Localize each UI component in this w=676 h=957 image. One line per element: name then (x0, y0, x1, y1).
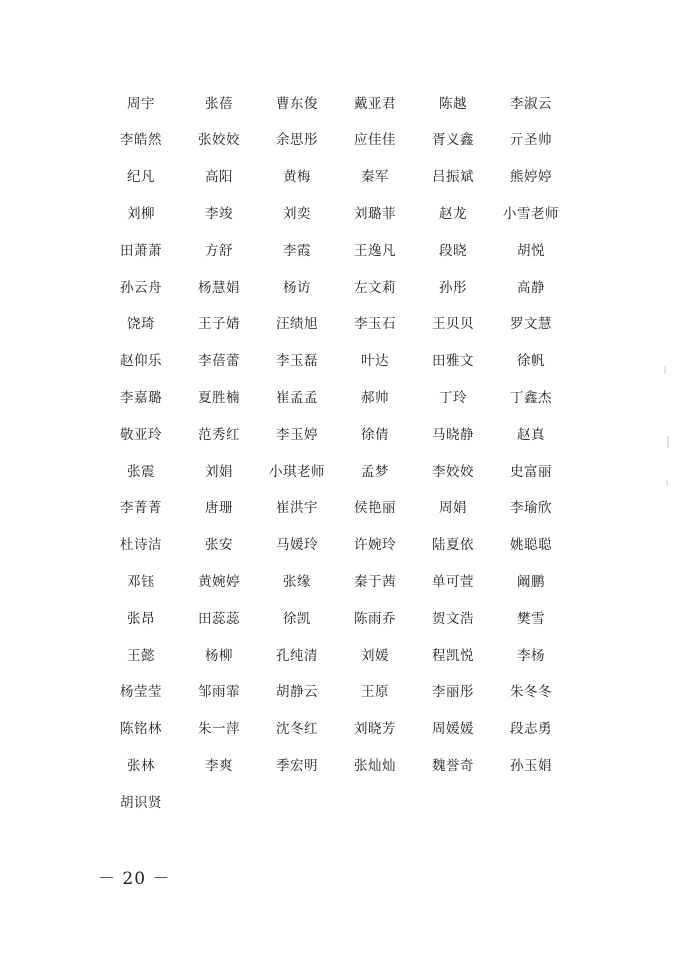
name-entry: 姚聪聪 (510, 537, 552, 554)
name-entry: 徐帆 (517, 353, 545, 370)
name-entry: 张姣姣 (198, 132, 240, 149)
name-entry: 季宏明 (276, 757, 318, 774)
name-entry: 阚鹏 (517, 574, 545, 590)
scan-artifact (666, 480, 668, 486)
name-entry: 周娟 (439, 500, 467, 517)
name-entry: 戴亚君 (354, 95, 396, 112)
name-entry: 张震 (127, 463, 155, 480)
name-entry: 丁鑫杰 (510, 390, 552, 407)
name-entry: 张昂 (127, 610, 155, 627)
name-entry: 刘璐菲 (354, 206, 396, 223)
name-entry: 单可萱 (432, 574, 474, 590)
name-entry: 许婉玲 (354, 537, 396, 554)
name-entry: 亓圣帅 (510, 132, 552, 149)
name-entry: 马晓静 (432, 426, 474, 443)
name-entry: 小琪老师 (269, 463, 325, 480)
name-entry: 崔孟孟 (276, 390, 318, 407)
name-entry: 黄梅 (283, 169, 311, 186)
name-entry: 李爽 (205, 757, 233, 774)
name-entry: 李玉石 (354, 316, 396, 333)
name-entry: 张安 (205, 537, 233, 554)
name-entry: 张灿灿 (354, 757, 396, 774)
name-entry: 杨柳 (205, 647, 233, 664)
name-entry: 程凯悦 (432, 647, 474, 664)
name-entry: 赵真 (517, 426, 545, 443)
name-entry: 朱一萍 (198, 721, 240, 738)
name-entry: 陈越 (439, 95, 467, 112)
name-entry: 王懿 (127, 647, 155, 664)
name-entry: 田蕊蕊 (198, 610, 240, 627)
name-entry: 李玉婷 (276, 426, 318, 443)
name-entry: 李霞 (283, 242, 311, 259)
name-entry: 赵龙 (439, 206, 467, 223)
name-entry: 胥义鑫 (432, 132, 474, 149)
name-entry: 刘媛 (361, 647, 389, 664)
name-entry: 敬亚玲 (120, 426, 162, 443)
name-entry: 孙云舟 (120, 279, 162, 296)
name-entry: 刘柳 (127, 206, 155, 223)
name-entry: 刘娟 (205, 463, 233, 480)
name-entry: 赵仰乐 (120, 353, 162, 370)
name-entry: 应佳佳 (354, 132, 396, 149)
name-entry: 丁玲 (439, 390, 467, 407)
name-entry: 秦军 (361, 169, 389, 186)
name-entry: 范秀红 (198, 426, 240, 443)
name-entry: 纪凡 (127, 169, 155, 186)
name-entry: 贺文浩 (432, 610, 474, 627)
name-entry: 张蓓 (205, 95, 233, 112)
name-entry: 胡识贤 (120, 794, 162, 811)
name-entry: 吕振斌 (432, 169, 474, 186)
name-entry: 李杨 (517, 647, 545, 664)
name-entry: 高静 (517, 279, 545, 296)
name-entry: 李淑云 (510, 95, 552, 112)
name-entry: 王贝贝 (432, 316, 474, 333)
name-entry: 饶琦 (127, 316, 155, 333)
name-entry: 李姣姣 (432, 463, 474, 480)
name-entry: 刘晓芳 (354, 721, 396, 738)
name-entry: 郝帅 (361, 390, 389, 407)
name-entry: 李玉磊 (276, 353, 318, 370)
name-entry: 孙玉娟 (510, 757, 552, 774)
name-entry: 陈雨乔 (354, 610, 396, 627)
name-entry: 黄婉婷 (198, 574, 240, 590)
name-entry: 叶达 (361, 353, 389, 370)
name-entry: 张缘 (283, 574, 311, 590)
name-entry: 周宇 (127, 95, 155, 112)
name-entry: 秦于茜 (354, 574, 396, 590)
name-entry: 张林 (127, 757, 155, 774)
name-entry: 李蓓蕾 (198, 353, 240, 370)
name-entry: 李皓然 (120, 132, 162, 149)
name-entry: 李菁菁 (120, 500, 162, 517)
name-entry: 罗文慧 (510, 316, 552, 333)
name-entry: 崔洪宇 (276, 500, 318, 517)
name-entry: 李瑜欣 (510, 500, 552, 517)
name-entry: 曹东俊 (276, 95, 318, 112)
name-entry: 王子婧 (198, 316, 240, 333)
name-entry: 胡静云 (276, 684, 318, 701)
name-entry: 朱冬冬 (510, 684, 552, 701)
name-entry: 左文莉 (354, 279, 396, 296)
name-entry: 孙彤 (439, 279, 467, 296)
name-entry: 杜诗洁 (120, 537, 162, 554)
name-entry: 段晓 (439, 242, 467, 259)
name-entry: 李丽彤 (432, 684, 474, 701)
name-entry: 邹雨霏 (198, 684, 240, 701)
name-entry: 邓钰 (127, 574, 155, 590)
name-entry: 余思彤 (276, 132, 318, 149)
name-entry: 高阳 (205, 169, 233, 186)
name-entry: 侯艳丽 (354, 500, 396, 517)
name-entry: 沈冬红 (276, 721, 318, 738)
name-entry: 徐倩 (361, 426, 389, 443)
name-entry: 王原 (361, 684, 389, 701)
name-entry: 夏胜楠 (198, 390, 240, 407)
name-entry: 樊雪 (517, 610, 545, 627)
name-entry: 陆夏依 (432, 537, 474, 554)
name-entry: 马媛玲 (276, 537, 318, 554)
name-entry: 田萧萧 (120, 242, 162, 259)
name-entry: 方舒 (205, 242, 233, 259)
name-entry: 杨慧娟 (198, 279, 240, 296)
name-entry: 熊婷婷 (510, 169, 552, 186)
page-number: － 20 － (98, 869, 171, 889)
name-entry: 段志勇 (510, 721, 552, 738)
name-entry: 孟梦 (361, 463, 389, 480)
name-entry: 汪绩旭 (276, 316, 318, 333)
name-entry: 田雅文 (432, 353, 474, 370)
name-entry: 周媛媛 (432, 721, 474, 738)
name-entry: 李竣 (205, 206, 233, 223)
name-entry: 陈铭林 (120, 721, 162, 738)
name-entry: 杨莹莹 (120, 684, 162, 701)
name-entry: 李嘉璐 (120, 390, 162, 407)
name-entry: 王逸凡 (354, 242, 396, 259)
name-entry: 魏誉奇 (432, 757, 474, 774)
name-entry: 杨访 (283, 279, 311, 296)
name-entry: 徐凯 (283, 610, 311, 627)
name-entry: 小雪老师 (503, 206, 559, 223)
names-list (102, 86, 570, 822)
name-entry: 孔纯清 (276, 647, 318, 664)
name-entry: 唐珊 (205, 500, 233, 517)
name-entry: 胡悦 (517, 242, 545, 259)
scan-artifact (664, 366, 666, 374)
name-entry: 刘奕 (283, 206, 311, 223)
scan-artifact (667, 436, 669, 448)
name-entry: 史富丽 (510, 463, 552, 480)
